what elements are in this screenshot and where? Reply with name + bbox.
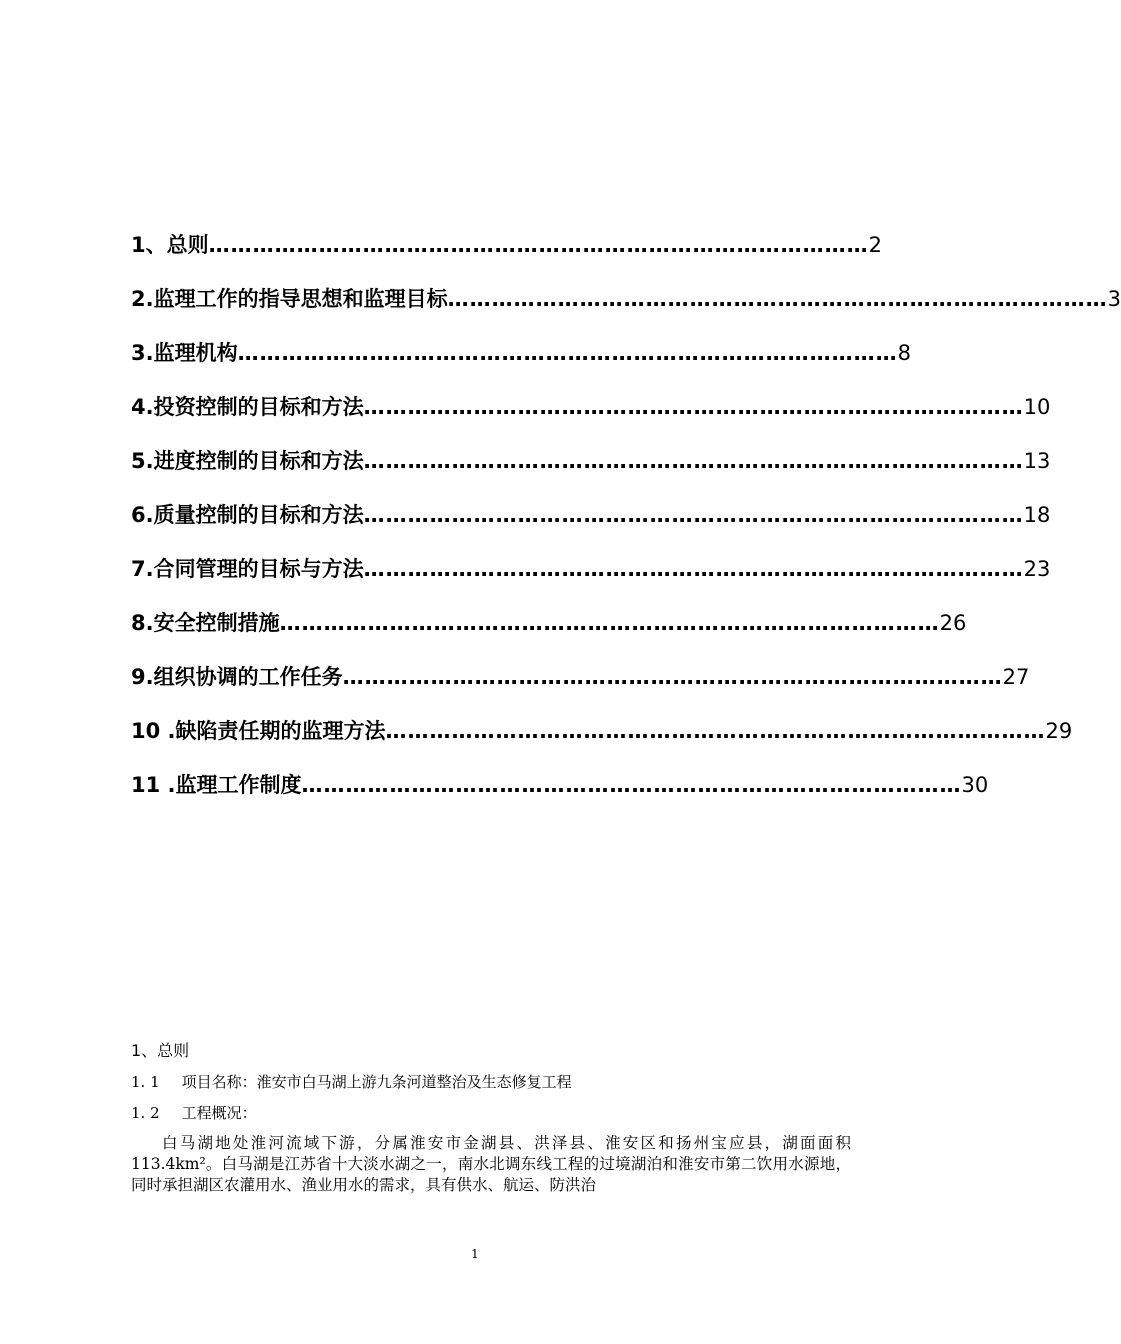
project-overview-line [131,1102,851,1123]
overview-paragraph: 白马湖地处淮河流域下游，分属淮安市金湖县、洪泽县、淮安区和扬州宝应县，湖面面积113.4km²。白马湖是江苏省十大淡水湖之一，南水北调东线工程的过境湖泊和淮安市第二饮用水源地，同时承担湖区农灌用水、渔业用水的需求，具有供水、航运、防洪治 [131,1134,851,1194]
toc-entry-title: 总则 [166,233,209,257]
project-name-text: 项目名称：淮安市白马湖上游九条河道整治及生态修复工程 [181,1073,572,1091]
toc-entry-number: 1、 [131,233,167,257]
toc-entry-page: 26 [939,611,967,635]
toc-entry-number: 6. [131,503,154,527]
toc-entry-page: 29 [1045,719,1073,743]
toc-entry-title: 缺陷责任期的监理方法 [175,719,386,743]
toc-entry-title: 监理工作制度 [175,773,302,797]
toc-entry-number: 3. [131,341,154,365]
toc-leader-dots: ……………………………………………………………………………… [447,287,1108,311]
page-number: 1 [471,1247,479,1261]
document-body [131,1038,851,1196]
toc-leader-dots: ……………………………………………………………………………… [363,503,1024,527]
toc-entry-number: 5. [131,449,154,473]
toc-entry-page: 3 [1107,287,1121,311]
toc-entry-page: 18 [1023,503,1051,527]
toc-entry-page: 8 [897,341,911,365]
toc-leader-dots: ……………………………………………………………………………… [363,449,1024,473]
toc-entry-page: 2 [868,233,882,257]
toc-leader-dots: ……………………………………………………………………………… [301,773,962,797]
toc-entry-title: 合同管理的目标与方法 [153,557,364,581]
toc-entry-number: 9. [131,665,154,689]
toc-entry-title: 安全控制措施 [153,611,280,635]
toc-entry[interactable] [131,445,1051,499]
toc-leader-dots: ……………………………………………………………………………… [208,233,869,257]
toc-entry[interactable] [131,283,1121,337]
toc-entry-title: 质量控制的目标和方法 [153,503,364,527]
toc-entry-number: 11 . [131,773,176,797]
toc-entry-page: 10 [1023,395,1051,419]
toc-entry[interactable] [131,607,967,661]
toc-entry[interactable] [131,229,882,283]
toc-entry-title: 组织协调的工作任务 [153,665,343,689]
project-name-line [131,1071,851,1092]
toc-leader-dots: ……………………………………………………………………………… [385,719,1046,743]
toc-entry-number: 2. [131,287,154,311]
toc-entry[interactable] [131,337,911,391]
project-overview-label: 工程概况： [181,1104,257,1122]
toc-entry[interactable] [131,715,1073,769]
toc-entry[interactable] [131,391,1051,445]
toc-leader-dots: ……………………………………………………………………………… [363,557,1024,581]
item-number: 1. 1 [131,1073,160,1091]
toc-entry-page: 13 [1023,449,1051,473]
toc-entry-page: 30 [961,773,989,797]
toc-entry[interactable] [131,499,1051,553]
section-heading: 1、总则 [131,1041,190,1060]
toc-entry[interactable] [131,769,989,823]
toc-entry-number: 7. [131,557,154,581]
toc-leader-dots: ……………………………………………………………………………… [237,341,898,365]
toc-entry-title: 监理机构 [153,341,238,365]
toc-entry-number: 8. [131,611,154,635]
toc-entry-page: 27 [1002,665,1030,689]
toc-entry[interactable] [131,661,1030,715]
toc-entry-title: 监理工作的指导思想和监理目标 [153,287,448,311]
toc-entry-page: 23 [1023,557,1051,581]
toc-entry-number: 10 . [131,719,176,743]
table-of-contents [131,229,1121,823]
item-number: 1. 2 [131,1104,160,1122]
toc-entry[interactable] [131,553,1051,607]
toc-entry-title: 进度控制的目标和方法 [153,449,364,473]
toc-leader-dots: ……………………………………………………………………………… [279,611,940,635]
toc-entry-title: 投资控制的目标和方法 [153,395,364,419]
toc-leader-dots: ……………………………………………………………………………… [342,665,1003,689]
toc-leader-dots: ……………………………………………………………………………… [363,395,1024,419]
toc-entry-number: 4. [131,395,154,419]
